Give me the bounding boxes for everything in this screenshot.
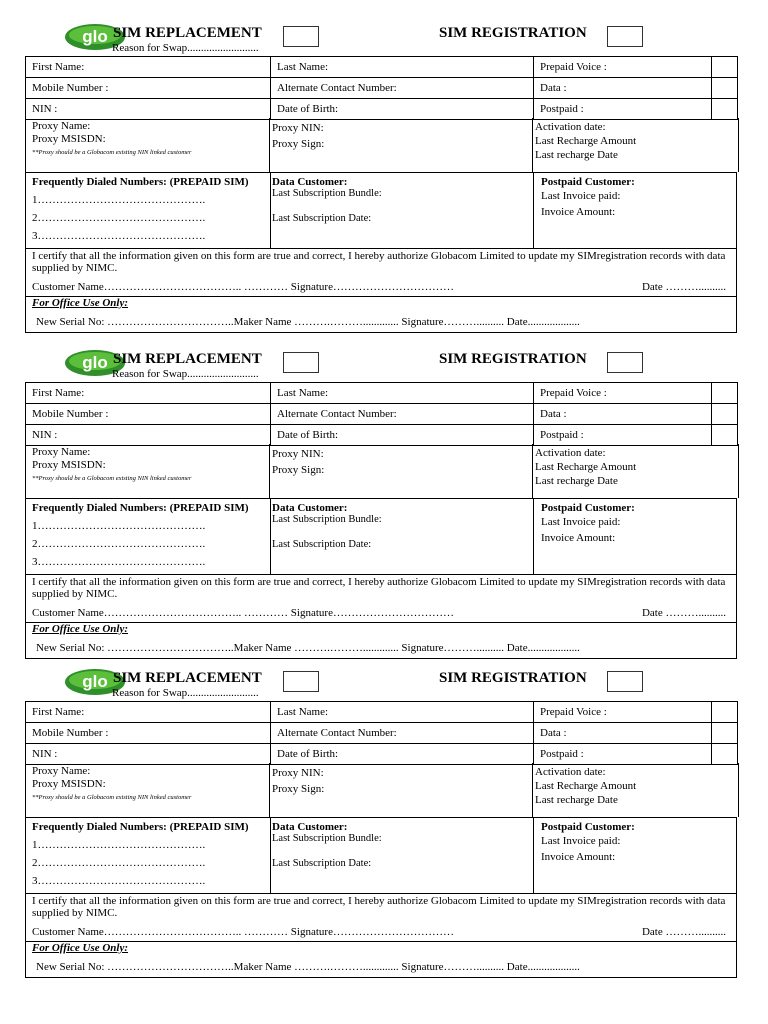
sim-replacement-checkbox[interactable] xyxy=(283,671,319,692)
registration-form-2 xyxy=(25,348,737,673)
postpaid-label: Postpaid : xyxy=(534,744,712,765)
last-sub-bundle-field[interactable]: Last Subscription Bundle: xyxy=(272,188,382,199)
prepaid-voice-label: Prepaid Voice : xyxy=(534,383,712,404)
last-name-field[interactable]: Last Name: xyxy=(271,702,534,723)
certification-section xyxy=(25,574,737,623)
office-use-title: For Office Use Only: xyxy=(32,623,129,635)
freq-number-2[interactable]: 2………………………………………. xyxy=(32,857,206,869)
last-sub-bundle-field[interactable]: Last Subscription Bundle: xyxy=(272,514,382,525)
customer-name-signature-field[interactable]: Customer Name……………………………….. ………… Signature…………………………… xyxy=(32,607,454,619)
sim-replacement-title: SIM REPLACEMENT xyxy=(113,670,262,686)
proxy-msisdn-field[interactable]: Proxy MSISDN: xyxy=(32,133,106,145)
numbers-section xyxy=(25,172,737,248)
freq-number-2[interactable]: 2………………………………………. xyxy=(32,538,206,550)
proxy-note: **Proxy should be a Globacom existing NIN linked customer xyxy=(32,794,192,801)
proxy-sign-field[interactable]: Proxy Sign: xyxy=(272,464,325,476)
new-serial-field[interactable]: New Serial No: ……………………………..Maker Name ……….………............. Signature……….......... Date................... xyxy=(36,961,580,973)
proxy-nin-field[interactable]: Proxy NIN: xyxy=(272,767,324,779)
form-header xyxy=(25,348,737,382)
sim-registration-checkbox[interactable] xyxy=(607,26,643,47)
certification-text: I certify that all the information given on this form are true and correct, I hereby authorize Globacom Limited to update my SIMregistration records with data supplied by NIMC. xyxy=(32,250,726,274)
new-serial-field[interactable]: New Serial No: ……………………………..Maker Name ……….………............. Signature……….......... Date................... xyxy=(36,642,580,654)
sim-replacement-title: SIM REPLACEMENT xyxy=(113,351,262,367)
proxy-nin-field[interactable]: Proxy NIN: xyxy=(272,448,324,460)
svg-text:glo: glo xyxy=(82,353,108,372)
postpaid-customer-title: Postpaid Customer: xyxy=(541,502,635,514)
divider xyxy=(533,499,534,575)
sim-replacement-checkbox[interactable] xyxy=(283,26,319,47)
nin-field[interactable]: NIN : xyxy=(26,744,271,765)
proxy-msisdn-field[interactable]: Proxy MSISDN: xyxy=(32,459,106,471)
proxy-section xyxy=(25,444,739,498)
last-sub-date-field[interactable]: Last Subscription Date: xyxy=(272,539,372,550)
postpaid-checkbox[interactable] xyxy=(712,744,738,765)
proxy-name-field[interactable]: Proxy Name: xyxy=(32,446,91,458)
sim-registration-title: SIM REGISTRATION xyxy=(439,670,587,686)
freq-numbers-title: Frequently Dialed Numbers: (PREPAID SIM) xyxy=(32,502,249,514)
proxy-note: **Proxy should be a Globacom existing NIN linked customer xyxy=(32,149,192,156)
proxy-section xyxy=(25,118,739,172)
dob-field[interactable]: Date of Birth: xyxy=(271,744,534,765)
mobile-number-field[interactable]: Mobile Number : xyxy=(26,404,271,425)
alt-contact-field[interactable]: Alternate Contact Number: xyxy=(271,723,534,744)
customer-details-table xyxy=(25,701,738,765)
divider xyxy=(269,763,270,817)
office-use-title: For Office Use Only: xyxy=(32,942,129,954)
office-use-section xyxy=(25,623,737,659)
proxy-sign-field[interactable]: Proxy Sign: xyxy=(272,138,325,150)
invoice-amount-field[interactable]: Invoice Amount: xyxy=(541,532,616,544)
last-invoice-paid-field[interactable]: Last Invoice paid: xyxy=(541,835,621,847)
data-label: Data : xyxy=(534,78,712,99)
new-serial-field[interactable]: New Serial No: ……………………………..Maker Name ……….………............. Signature……….......... Date................... xyxy=(36,316,580,328)
last-recharge-amount-field[interactable]: Last Recharge Amount xyxy=(535,135,637,147)
date-field[interactable]: Date ……….......... xyxy=(641,607,726,619)
registration-form-1 xyxy=(25,22,737,347)
prepaid-voice-checkbox[interactable] xyxy=(712,57,738,78)
office-use-section xyxy=(25,942,737,978)
sim-replacement-title: SIM REPLACEMENT xyxy=(113,25,262,41)
last-name-field[interactable]: Last Name: xyxy=(271,57,534,78)
last-sub-date-field[interactable]: Last Subscription Date: xyxy=(272,858,372,869)
proxy-sign-field[interactable]: Proxy Sign: xyxy=(272,783,325,795)
divider xyxy=(270,818,271,894)
svg-text:glo: glo xyxy=(82,672,108,691)
customer-name-signature-field[interactable]: Customer Name……………………………….. ………… Signature…………………………… xyxy=(32,281,454,293)
sim-registration-checkbox[interactable] xyxy=(607,671,643,692)
data-checkbox[interactable] xyxy=(712,723,738,744)
sim-replacement-checkbox[interactable] xyxy=(283,352,319,373)
postpaid-customer-title: Postpaid Customer: xyxy=(541,176,635,188)
dob-field[interactable]: Date of Birth: xyxy=(271,425,534,446)
divider xyxy=(270,499,271,575)
sim-registration-title: SIM REGISTRATION xyxy=(439,25,587,41)
proxy-note: **Proxy should be a Globacom existing NIN linked customer xyxy=(32,475,192,482)
invoice-amount-field[interactable]: Invoice Amount: xyxy=(541,851,616,863)
dob-field[interactable]: Date of Birth: xyxy=(271,99,534,120)
alt-contact-field[interactable]: Alternate Contact Number: xyxy=(271,404,534,425)
last-recharge-date-field[interactable]: Last recharge Date xyxy=(535,149,618,161)
nin-field[interactable]: NIN : xyxy=(26,99,271,120)
activation-date-field[interactable]: Activation date: xyxy=(535,121,606,133)
activation-date-field[interactable]: Activation date: xyxy=(535,766,606,778)
registration-form-3 xyxy=(25,667,737,992)
freq-number-1[interactable]: 1………………………………………. xyxy=(32,839,206,851)
first-name-field[interactable]: First Name: xyxy=(26,383,271,404)
nin-field[interactable]: NIN : xyxy=(26,425,271,446)
postpaid-label: Postpaid : xyxy=(534,425,712,446)
customer-details-table xyxy=(25,56,738,120)
freq-number-2[interactable]: 2………………………………………. xyxy=(32,212,206,224)
freq-number-3[interactable]: 3………………………………………. xyxy=(32,556,206,568)
form-header xyxy=(25,22,737,56)
data-checkbox[interactable] xyxy=(712,78,738,99)
alt-contact-field[interactable]: Alternate Contact Number: xyxy=(271,78,534,99)
certification-section xyxy=(25,248,737,297)
proxy-nin-field[interactable]: Proxy NIN: xyxy=(272,122,324,134)
data-label: Data : xyxy=(534,404,712,425)
postpaid-customer-title: Postpaid Customer: xyxy=(541,821,635,833)
form-header xyxy=(25,667,737,701)
last-name-field[interactable]: Last Name: xyxy=(271,383,534,404)
prepaid-voice-label: Prepaid Voice : xyxy=(534,702,712,723)
mobile-number-field[interactable]: Mobile Number : xyxy=(26,723,271,744)
sim-registration-title: SIM REGISTRATION xyxy=(439,351,587,367)
invoice-amount-field[interactable]: Invoice Amount: xyxy=(541,206,616,218)
freq-number-1[interactable]: 1………………………………………. xyxy=(32,194,206,206)
divider xyxy=(532,763,533,817)
proxy-msisdn-field[interactable]: Proxy MSISDN: xyxy=(32,778,106,790)
last-sub-date-field[interactable]: Last Subscription Date: xyxy=(272,213,372,224)
postpaid-label: Postpaid : xyxy=(534,99,712,120)
certification-text: I certify that all the information given on this form are true and correct, I hereby authorize Globacom Limited to update my SIMregistration records with data supplied by NIMC. xyxy=(32,576,726,600)
proxy-name-field[interactable]: Proxy Name: xyxy=(32,120,91,132)
freq-numbers-title: Frequently Dialed Numbers: (PREPAID SIM) xyxy=(32,176,249,188)
reason-for-swap: Reason for Swap.......................... xyxy=(112,368,259,380)
first-name-field[interactable]: First Name: xyxy=(26,702,271,723)
divider xyxy=(269,118,270,172)
mobile-number-field[interactable]: Mobile Number : xyxy=(26,78,271,99)
data-checkbox[interactable] xyxy=(712,404,738,425)
freq-number-3[interactable]: 3………………………………………. xyxy=(32,875,206,887)
reason-for-swap: Reason for Swap.......................... xyxy=(112,687,259,699)
certification-section xyxy=(25,893,737,942)
numbers-section xyxy=(25,817,737,893)
divider xyxy=(270,173,271,249)
prepaid-voice-label: Prepaid Voice : xyxy=(534,57,712,78)
postpaid-checkbox[interactable] xyxy=(712,99,738,120)
divider xyxy=(532,118,533,172)
freq-numbers-title: Frequently Dialed Numbers: (PREPAID SIM) xyxy=(32,821,249,833)
last-invoice-paid-field[interactable]: Last Invoice paid: xyxy=(541,516,621,528)
certification-text: I certify that all the information given on this form are true and correct, I hereby authorize Globacom Limited to update my SIMregistration records with data supplied by NIMC. xyxy=(32,895,726,919)
last-recharge-amount-field[interactable]: Last Recharge Amount xyxy=(535,461,637,473)
activation-date-field[interactable]: Activation date: xyxy=(535,447,606,459)
proxy-name-field[interactable]: Proxy Name: xyxy=(32,765,91,777)
prepaid-voice-checkbox[interactable] xyxy=(712,702,738,723)
divider xyxy=(269,444,270,498)
svg-text:glo: glo xyxy=(82,27,108,46)
date-field[interactable]: Date ……….......... xyxy=(641,281,726,293)
data-customer-title: Data Customer: xyxy=(272,176,348,188)
last-sub-bundle-field[interactable]: Last Subscription Bundle: xyxy=(272,833,382,844)
divider xyxy=(532,444,533,498)
sim-registration-checkbox[interactable] xyxy=(607,352,643,373)
data-customer-title: Data Customer: xyxy=(272,502,348,514)
customer-details-table xyxy=(25,382,738,446)
postpaid-checkbox[interactable] xyxy=(712,425,738,446)
date-field[interactable]: Date ……….......... xyxy=(641,926,726,938)
first-name-field[interactable]: First Name: xyxy=(26,57,271,78)
prepaid-voice-checkbox[interactable] xyxy=(712,383,738,404)
last-recharge-date-field[interactable]: Last recharge Date xyxy=(535,794,618,806)
divider xyxy=(533,173,534,249)
last-invoice-paid-field[interactable]: Last Invoice paid: xyxy=(541,190,621,202)
customer-name-signature-field[interactable]: Customer Name……………………………….. ………… Signature…………………………… xyxy=(32,926,454,938)
last-recharge-date-field[interactable]: Last recharge Date xyxy=(535,475,618,487)
numbers-section xyxy=(25,498,737,574)
office-use-section xyxy=(25,297,737,333)
reason-for-swap: Reason for Swap.......................... xyxy=(112,42,259,54)
freq-number-1[interactable]: 1………………………………………. xyxy=(32,520,206,532)
divider xyxy=(533,818,534,894)
freq-number-3[interactable]: 3………………………………………. xyxy=(32,230,206,242)
last-recharge-amount-field[interactable]: Last Recharge Amount xyxy=(535,780,637,792)
proxy-section xyxy=(25,763,739,817)
data-label: Data : xyxy=(534,723,712,744)
data-customer-title: Data Customer: xyxy=(272,821,348,833)
office-use-title: For Office Use Only: xyxy=(32,297,129,309)
